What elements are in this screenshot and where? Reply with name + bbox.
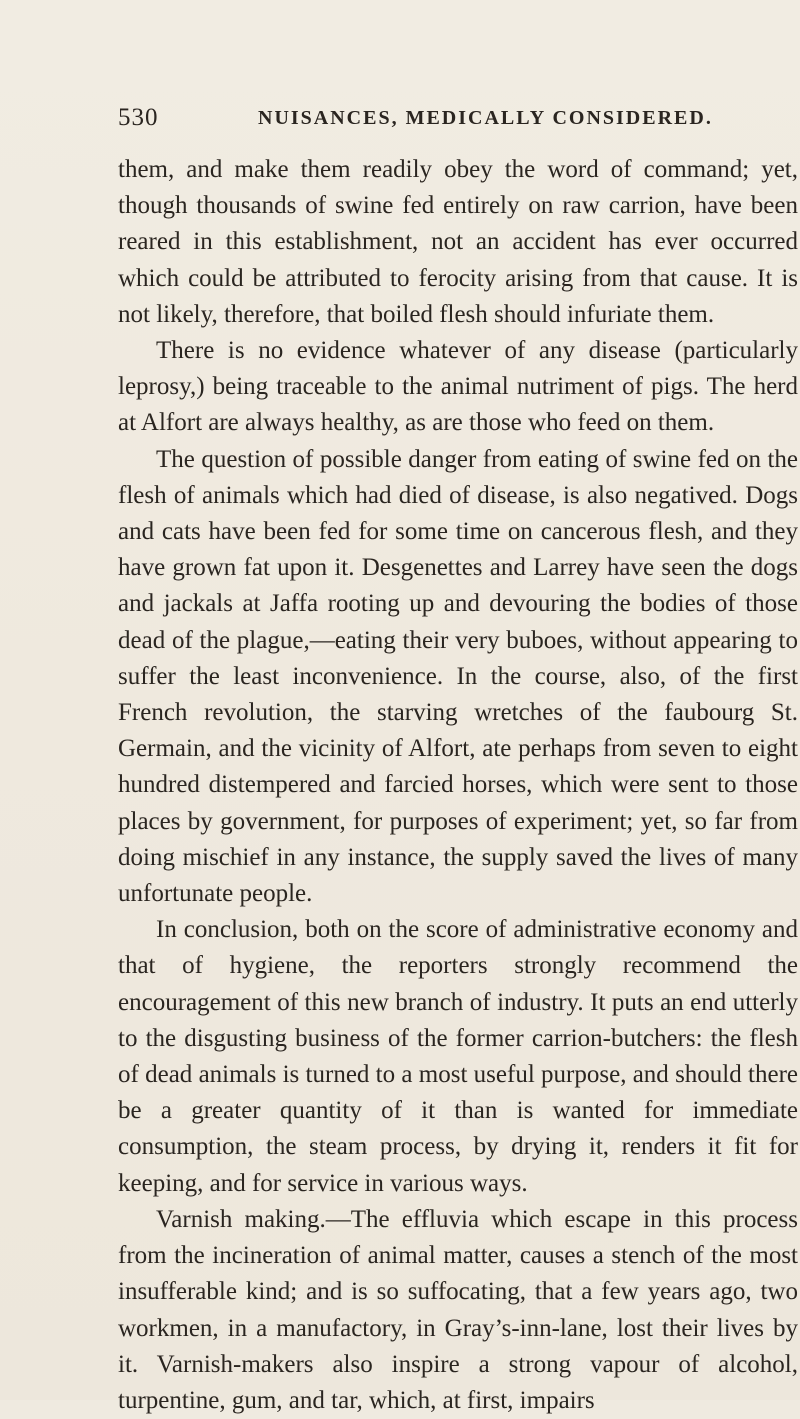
paragraph-continued: them, and make them readily obey the word of command; yet, though thousands of swine fed entirely on raw carrion, have been reared in this establishment, not an accident has ever occurred which could be attributed to ferocity arising from that cause. It is not likely, therefore, that boiled flesh should infuriate them.	[118, 156, 798, 328]
paragraph-disease-evidence: There is no evidence whatever of any disease (particularly leprosy,) being traceable to the animal nutriment of pigs. The herd at Alfort are always healthy, as are those who feed on them.	[118, 337, 798, 437]
page-header	[118, 104, 738, 136]
page-number: 530	[118, 104, 159, 131]
paragraph-conclusion: In conclusion, both on the score of administrative economy and that of hygiene, the reporters strongly recommend the encouragement of this new branch of industry. It puts an end utterly to the disgusting business of the former carrion-butchers: the flesh of dead animals is turned to a most useful purpose, and should there be a greater quantity of it than is wanted for immediate consumption, the steam process, by drying it, renders it fit for keeping, and for service in various ways.	[118, 916, 798, 1197]
paragraph-danger-question: The question of possible danger from eating of swine fed on the flesh of animals which had died of disease, is also negatived. Dogs and cats have been fed for some time on cancerous flesh, and they have grown fat upon it. Desgenettes and Larrey have seen the dogs and jackals at Jaffa rooting up and devouring the bodies of those dead of the plague,—eating their very buboes, without appearing to suffer the least inconvenience. In the course, also, of the first French revolution, the starving wretches of the faubourg St. Germain, and the vicinity of Alfort, ate perhaps from seven to eight hundred distempered and farcied horses, which were sent to those places by government, for purposes of experiment; yet, so far from doing mischief in any instance, the supply saved the lives of many unfortunate people.	[118, 445, 798, 908]
running-head: NUISANCES, MEDICALLY CONSIDERED.	[258, 107, 713, 129]
body-text	[118, 152, 798, 1419]
paragraph-varnish-making: Varnish making.—The effluvia which escape in this process from the incineration of animal matter, causes a stench of the most insufferable kind; and is so suffocating, that a few years ago, two workmen, in a manufactory, in Gray’s-inn-lane, lost their lives by it. Varnish-makers also inspire a strong vapour of alcohol, turpentine, gum, and tar, which, at first, impairs	[118, 1205, 798, 1414]
